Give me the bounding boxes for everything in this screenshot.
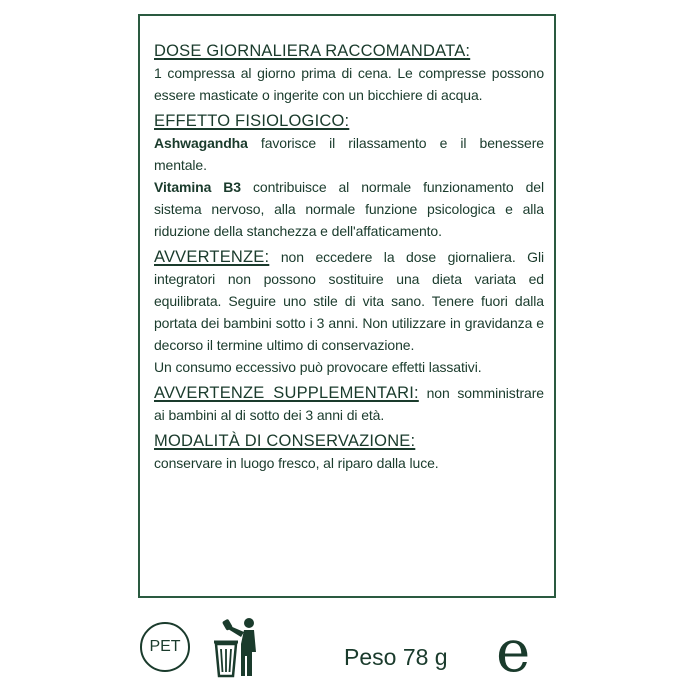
pet-recycling-badge <box>140 622 190 672</box>
extra-warnings-block <box>154 382 544 426</box>
warnings-block <box>154 246 544 356</box>
ingredient-name: Vitamina B3 <box>154 179 241 195</box>
warnings-extra: Un consumo eccessivo può provocare effetti lassativi. <box>154 359 482 375</box>
ingredient-ashwagandha <box>154 132 544 176</box>
extra-warnings-text: non somministrare ai bambini al di sotto dei 3 anni di età. <box>154 385 544 423</box>
ingredient-name: Ashwagandha <box>154 135 248 151</box>
label-panel <box>138 14 556 598</box>
warnings-text: non eccedere la dose giornaliera. Gli integratori non possono sostituire una dieta variata ed equilibrata. Seguire uno stile di vita sano. Tenere fuori dalla portata dei bambini sotto i 3 anni. Non utilizzare in gravidanza e decorso il termine ultimo di conservazione. <box>154 249 544 353</box>
ingredient-text: favorisce il rilassamento e il benessere mentale. <box>154 135 544 173</box>
footer <box>0 600 700 700</box>
storage-text: conservare in luogo fresco, al riparo dalla luce. <box>154 455 439 471</box>
warnings-heading: AVVERTENZE: <box>154 248 270 266</box>
ingredient-vitamin-b3 <box>154 176 544 242</box>
estimated-sign-e: e <box>496 617 531 685</box>
pet-label: PET <box>149 638 181 655</box>
ingredient-text: contribuisce al normale funzionamento del sistema nervoso, alla normale funzione psicologica e alla riduzione della stanchezza e dell'affaticamento. <box>154 179 544 239</box>
extra-warnings-heading: AVVERTENZE SUPPLEMENTARI: <box>154 384 419 402</box>
effect-heading: EFFETTO FISIOLOGICO: <box>154 112 350 130</box>
dose-text: 1 compressa al giorno prima di cena. Le compresse possono essere masticate o ingerite con un bicchiere di acqua. <box>154 65 544 103</box>
storage-heading: MODALITÀ DI CONSERVAZIONE: <box>154 432 416 450</box>
net-weight: Peso 78 g <box>344 644 448 670</box>
tidy-man-icon <box>210 616 264 678</box>
dose-heading: DOSE GIORNALIERA RACCOMANDATA: <box>154 42 471 60</box>
